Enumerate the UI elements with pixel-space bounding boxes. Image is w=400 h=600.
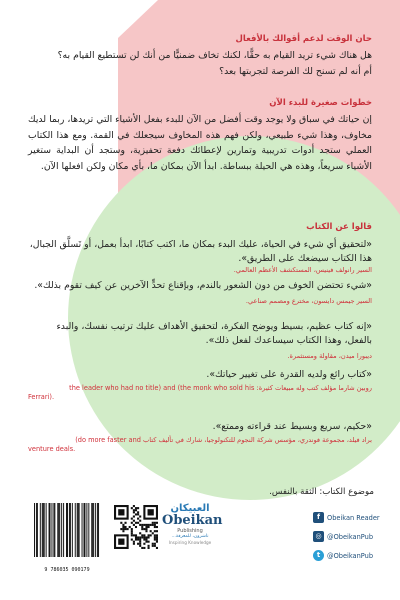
qr-module xyxy=(127,528,129,530)
qr-module xyxy=(148,547,150,549)
qr-module xyxy=(152,522,154,524)
qr-module xyxy=(135,534,137,536)
qr-module xyxy=(154,536,156,538)
qr-module xyxy=(143,539,145,541)
qr-module xyxy=(148,536,150,538)
barcode-bar xyxy=(77,503,78,557)
barcode-bar xyxy=(34,503,35,557)
barcode-bar xyxy=(57,503,58,557)
qr-module xyxy=(139,515,141,517)
qr-finder-center xyxy=(118,509,124,515)
qr-module xyxy=(154,522,156,524)
review-attribution-3: ديبورا ميدن، مقاولة ومستثمرة. xyxy=(287,352,372,360)
review-attribution-4-en: the leader who had no title) and (the monk who sold his xyxy=(69,384,255,392)
review-attribution-2: السير جيمس دايسون، مخترع ومصمم صناعي. xyxy=(245,297,372,305)
barcode-bar xyxy=(66,503,67,557)
review-attribution-1: السير رانولف فينيس، المستكشف الأعظم العالمي. xyxy=(233,266,372,274)
barcode-bar xyxy=(78,503,79,557)
barcode-bar xyxy=(63,503,64,557)
qr-module xyxy=(145,541,147,543)
qr-module xyxy=(137,513,139,515)
barcode-bar xyxy=(43,503,44,557)
qr-module xyxy=(154,526,156,528)
review-attribution-5-en: (do more faster and xyxy=(75,436,141,444)
qr-module xyxy=(156,526,158,528)
barcode-bar xyxy=(86,503,87,557)
qr-module xyxy=(137,522,139,524)
qr-module xyxy=(154,534,156,536)
twitter-icon: t xyxy=(313,550,324,561)
qr-module xyxy=(133,515,135,517)
qr-module xyxy=(120,528,122,530)
section-heading-small-steps: خطوات صغيرة للبدء الآن xyxy=(269,98,372,108)
qr-module xyxy=(141,526,143,528)
barcode-bar xyxy=(42,503,43,557)
intro-line-2: أم أنه لم تسنح لك الفرصة لتجربتها بعد؟ xyxy=(219,65,372,77)
qr-module xyxy=(133,543,135,545)
review-attribution-4-en-cont: Ferrari). xyxy=(28,393,55,401)
publisher-sub-publishing: Publishing xyxy=(177,528,203,534)
qr-module xyxy=(135,526,137,528)
qr-module xyxy=(143,524,145,526)
body-paragraph: إن حياتك في سباق ولا يوجد وقت أفضل من الآن للبدء بفعل الأشياء التي تريدها، ربما لديك مخاوف، وهذا شيء طبيعي، ولكن فهم هذه المخاوف سيجعلك في القمة. ومع هذا الكتاب العملي ستجد أدوات تدريبية وتمارين لإعطائك دفعة تحفيزية، وستجد أن البداية ستغير الأشياء سريعاً، وهذه هي الحيلة ببساطة. ابدأ الآن بمكان ما، بأي مكان ولكن افعلها الآن. xyxy=(28,114,372,172)
qr-finder-center xyxy=(148,509,154,515)
qr-module xyxy=(133,511,135,513)
qr-module xyxy=(131,534,133,536)
qr-module xyxy=(156,536,158,538)
qr-module xyxy=(139,536,141,538)
qr-module xyxy=(152,543,154,545)
qr-module xyxy=(150,530,152,532)
qr-module xyxy=(135,536,137,538)
qr-module xyxy=(122,526,124,528)
qr-module xyxy=(133,524,135,526)
qr-module xyxy=(139,545,141,547)
qr-module xyxy=(150,524,152,526)
book-topic: موضوع الكتاب: الثقة بالنفس. xyxy=(269,487,374,497)
qr-module xyxy=(148,526,150,528)
barcode-bar xyxy=(93,503,94,557)
qr-module xyxy=(129,526,131,528)
facebook-handle: Obeikan Reader xyxy=(327,513,380,522)
qr-module xyxy=(122,528,124,530)
qr-module xyxy=(143,534,145,536)
barcode-bar xyxy=(95,503,96,557)
qr-module xyxy=(139,520,141,522)
qr-module xyxy=(156,534,158,536)
barcode-bar xyxy=(69,503,70,557)
social-instagram[interactable] xyxy=(313,531,373,542)
qr-module xyxy=(143,536,145,538)
barcode-bar xyxy=(70,503,71,557)
barcode-bar xyxy=(46,503,47,557)
barcode-bar xyxy=(67,503,68,557)
qr-module xyxy=(133,509,135,511)
barcode-bar xyxy=(54,503,55,557)
review-quote-3: «إنه كتاب عظيم، بسيط ويوضح الفكرة، لتحقيق الأهداف عليك ترتيب نفسك، والبدء بالفعل، وهذا الكتاب سيساعدك لفعل ذلك». xyxy=(56,321,372,346)
barcode-bar xyxy=(37,503,38,557)
qr-module xyxy=(152,532,154,534)
publisher-name-en: Obeikan xyxy=(162,513,223,528)
barcode-bar xyxy=(36,503,37,557)
review-attribution-5 xyxy=(28,436,372,454)
qr-module xyxy=(135,522,137,524)
qr-module xyxy=(139,541,141,543)
twitter-handle: @ObeikanPub xyxy=(327,551,374,560)
qr-module xyxy=(139,524,141,526)
publisher-name-ar: العبيكان xyxy=(170,503,210,514)
qr-module xyxy=(133,520,135,522)
barcode-bars xyxy=(30,501,104,563)
qr-module xyxy=(137,539,139,541)
qr-module xyxy=(154,530,156,532)
qr-module xyxy=(137,511,139,513)
qr-module xyxy=(145,524,147,526)
qr-module xyxy=(148,524,150,526)
qr-module xyxy=(137,507,139,509)
barcode-bar xyxy=(82,503,83,557)
review-attribution-4-ar: روبين شارما مؤلف كتب وله مبيعات كثيرة: xyxy=(256,384,372,392)
qr-module xyxy=(124,522,126,524)
publisher-sub-ar: ناشرون، للمعرفة... xyxy=(171,534,209,539)
review-quote-4: «كتاب رائع ولديه القدرة على تغيير حياتك». xyxy=(206,369,372,380)
qr-module xyxy=(145,530,147,532)
barcode-bar xyxy=(44,503,45,557)
barcode-bar xyxy=(51,503,52,557)
qr-module xyxy=(148,541,150,543)
barcode-bar xyxy=(79,503,80,557)
social-twitter[interactable] xyxy=(313,550,373,561)
barcode-bar xyxy=(84,503,85,557)
qr-module xyxy=(141,524,143,526)
qr-module xyxy=(131,522,133,524)
facebook-icon: f xyxy=(313,512,324,523)
barcode-bar xyxy=(88,503,89,557)
barcode-bar xyxy=(75,503,76,557)
isbn-digits: 9 786035 090179 xyxy=(44,567,90,573)
section-heading-act-now: حان الوقت لدعم أقوالك بالأفعال xyxy=(235,34,372,44)
qr-module xyxy=(143,543,145,545)
barcode-bar xyxy=(49,503,50,557)
barcode-bar xyxy=(50,503,51,557)
qr-module xyxy=(133,505,135,507)
qr-module xyxy=(141,536,143,538)
qr-module xyxy=(131,518,133,520)
qr-module xyxy=(139,543,141,545)
qr-module xyxy=(122,524,124,526)
qr-module xyxy=(145,536,147,538)
barcode-bar xyxy=(91,503,92,557)
review-quote-2: «شيء تحتضن الخوف من دون الشعور بالندم، وبإقناع تحدٍّ الآخرين عن كيف تقوم بذلك». xyxy=(34,280,372,291)
qr-module xyxy=(124,528,126,530)
qr-module xyxy=(133,534,135,536)
barcode-bar xyxy=(59,503,60,557)
qr-module xyxy=(141,547,143,549)
instagram-handle: @ObeikanPub xyxy=(327,532,374,541)
qr-module xyxy=(120,522,122,524)
barcode-bar xyxy=(97,503,98,557)
qr-module xyxy=(141,528,143,530)
qr-module xyxy=(135,507,137,509)
qr-module xyxy=(156,522,158,524)
publisher-tagline: Inspiring Knowledge xyxy=(168,540,212,545)
intro-line-1: هل هناك شيء تريد القيام به حقًّا، لكنك تخاف ضمنيًّا من أنك لن تستطيع القيام به؟ xyxy=(57,50,372,61)
qr-module xyxy=(139,539,141,541)
qr-module xyxy=(137,536,139,538)
qr-module xyxy=(156,530,158,532)
qr-module xyxy=(156,541,158,543)
qr-module xyxy=(145,539,147,541)
qr-module xyxy=(131,507,133,509)
qr-module xyxy=(154,539,156,541)
qr-module xyxy=(124,526,126,528)
qr-module xyxy=(154,543,156,545)
qr-finder-center xyxy=(118,539,124,545)
qr-module xyxy=(141,534,143,536)
intro-paragraph xyxy=(28,48,372,79)
qr-module xyxy=(150,534,152,536)
qr-module xyxy=(145,528,147,530)
barcode-bar xyxy=(92,503,93,557)
qr-module xyxy=(131,528,133,530)
qr-module xyxy=(133,541,135,543)
qr-module xyxy=(143,547,145,549)
qr-module xyxy=(139,532,141,534)
instagram-icon: ◎ xyxy=(313,531,324,542)
review-attribution-5-ar: براد فيلد، مجموعة فوندري، مؤسس شركة النجوم للتكنولوجيا، شارك في تأليف كتاب xyxy=(143,436,372,444)
qr-module xyxy=(143,528,145,530)
qr-module xyxy=(148,534,150,536)
qr-module xyxy=(122,530,124,532)
isbn-barcode xyxy=(30,501,104,573)
qr-module xyxy=(156,539,158,541)
barcode-bar xyxy=(58,503,59,557)
barcode-bar xyxy=(61,503,62,557)
review-quote-1: «لتحقيق أي شيء في الحياة، عليك البدء بمكان ما، اكتب كتابًا، ابدأ بعمل، أو تَسلَّق الجبال، هذا الكتاب سيضعك على الطريق». xyxy=(29,239,372,264)
qr-module xyxy=(135,509,137,511)
reviews-heading: قالوا عن الكتاب xyxy=(306,222,372,232)
qr-module xyxy=(131,530,133,532)
barcode-bar xyxy=(53,503,54,557)
barcode-bar xyxy=(98,503,99,557)
qr-module xyxy=(156,547,158,549)
qr-module xyxy=(148,545,150,547)
qr-module xyxy=(145,526,147,528)
qr-module xyxy=(152,524,154,526)
qr-module xyxy=(135,513,137,515)
qr-module xyxy=(137,543,139,545)
qr-module xyxy=(135,539,137,541)
qr-module xyxy=(154,545,156,547)
publisher-logo xyxy=(162,503,223,569)
qr-module xyxy=(137,518,139,520)
review-quote-5: «حكيم، سريع وبسيط عند قراءته وممتع». xyxy=(212,421,372,432)
social-facebook[interactable] xyxy=(313,512,380,523)
review-attribution-4 xyxy=(28,384,372,402)
barcode-bar xyxy=(84,503,85,557)
barcode-bar xyxy=(72,503,73,557)
qr-module xyxy=(131,532,133,534)
qr-module xyxy=(154,524,156,526)
review-attribution-5-en-cont: venture deals. xyxy=(28,445,76,453)
barcode-bar xyxy=(40,503,41,557)
qr-code xyxy=(114,505,158,549)
qr-module xyxy=(152,545,154,547)
qr-module xyxy=(131,539,133,541)
